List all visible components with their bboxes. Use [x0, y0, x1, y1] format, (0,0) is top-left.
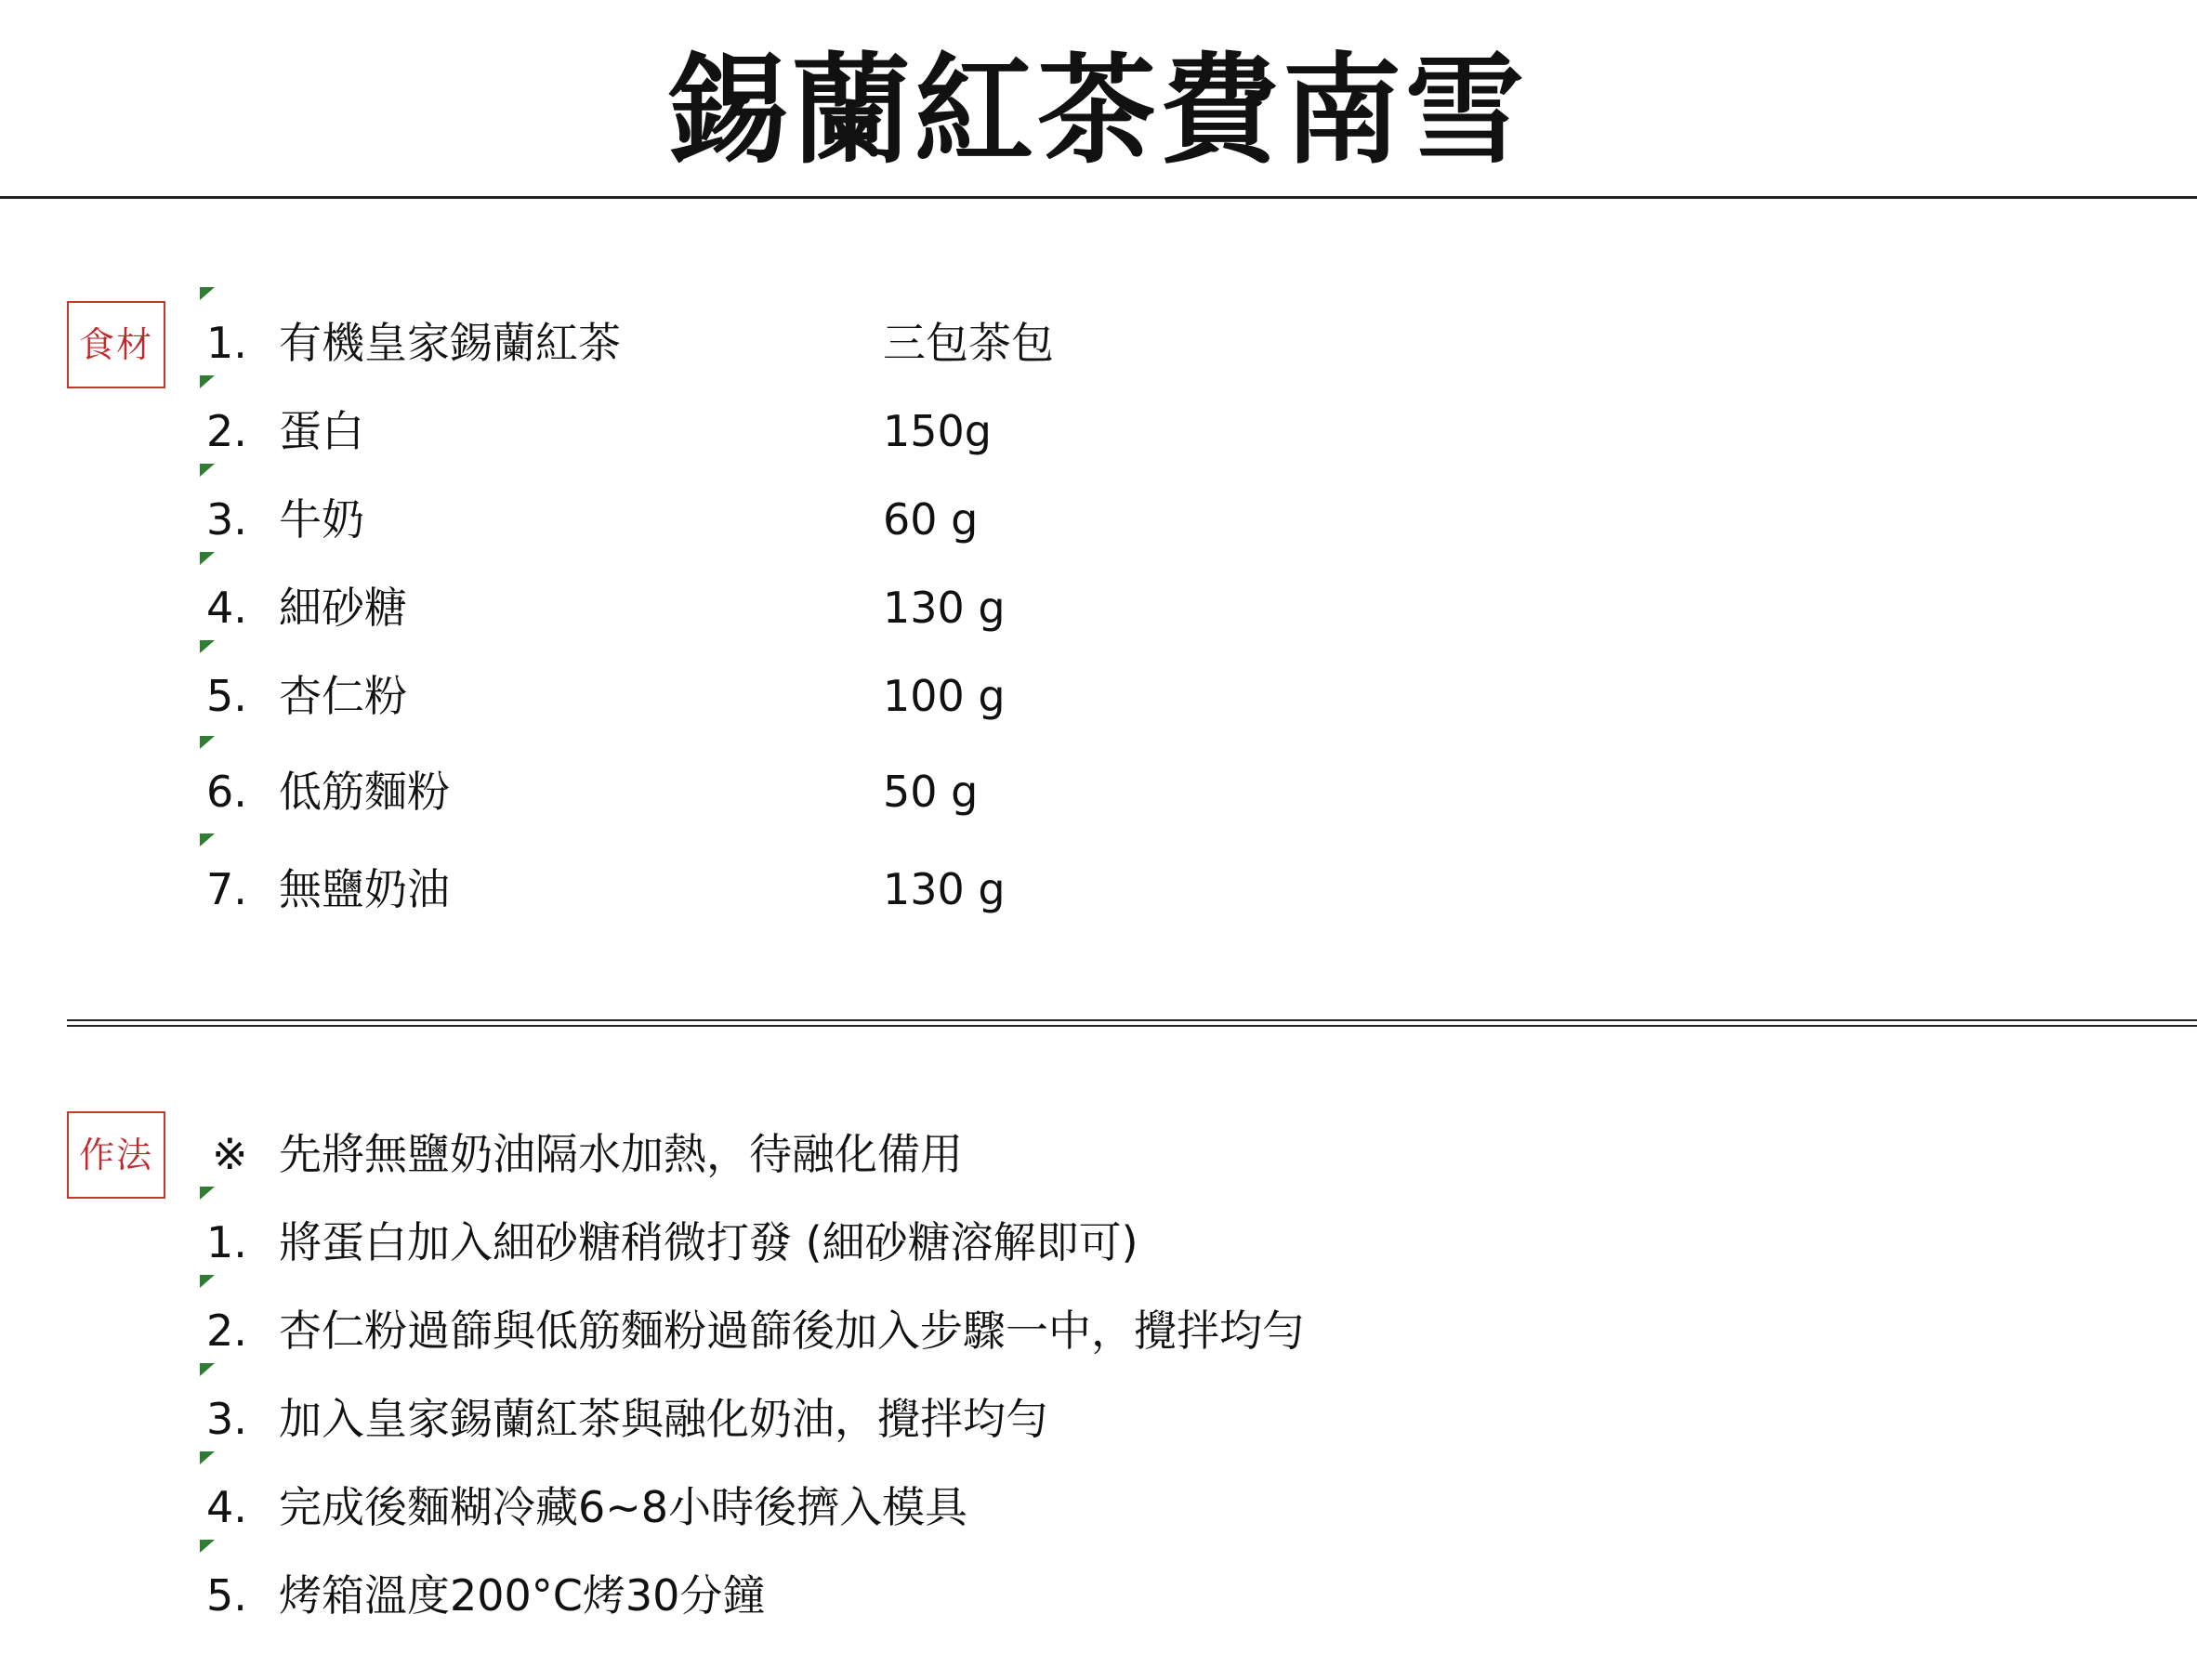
ingredient-quantity: 50 g — [883, 767, 979, 817]
ingredient-name: 杏仁粉 — [279, 671, 407, 721]
ingredient-row — [0, 310, 2197, 375]
reference-mark-icon: ※ — [212, 1129, 248, 1179]
ingredient-row — [0, 857, 2197, 922]
ingredient-row — [0, 487, 2197, 552]
ingredient-name: 無鹽奶油 — [279, 864, 450, 914]
ingredient-quantity: 150g — [883, 406, 992, 456]
ingredient-name: 細砂糖 — [279, 583, 407, 633]
corner-marker-icon — [200, 1540, 215, 1553]
corner-marker-icon — [200, 1275, 215, 1288]
corner-marker-icon — [200, 736, 215, 749]
step-number: 2. — [206, 1306, 247, 1356]
method-step — [0, 1298, 2197, 1363]
corner-marker-icon — [200, 833, 215, 847]
step-text: 杏仁粉過篩與低筋麵粉過篩後加入步驟一中，攪拌均勻 — [279, 1306, 1305, 1356]
ingredients-tag: 食材 — [67, 301, 165, 388]
step-text: 烤箱溫度200°C烤30分鐘 — [279, 1570, 766, 1621]
step-text: 完成後麵糊冷藏6~8小時後擠入模具 — [279, 1482, 968, 1532]
ingredient-number: 2. — [206, 406, 247, 456]
ingredient-number: 1. — [206, 318, 247, 368]
ingredient-row — [0, 575, 2197, 640]
method-note — [0, 1122, 2197, 1187]
ingredient-name: 低筋麵粉 — [279, 767, 450, 817]
method-step — [0, 1386, 2197, 1451]
ingredient-number: 3. — [206, 494, 247, 545]
corner-marker-icon — [200, 1363, 215, 1376]
corner-marker-icon — [200, 552, 215, 565]
step-number: 5. — [206, 1570, 247, 1621]
ingredient-number: 6. — [206, 767, 247, 817]
ingredient-quantity: 三包茶包 — [883, 318, 1054, 368]
corner-marker-icon — [200, 375, 215, 388]
section-divider — [67, 1019, 2197, 1027]
step-number: 3. — [206, 1394, 247, 1444]
method-tag: 作法 — [67, 1111, 165, 1199]
step-text: 將蛋白加入細砂糖稍微打發 (細砂糖溶解即可) — [279, 1217, 1138, 1267]
ingredient-quantity: 60 g — [883, 494, 979, 545]
corner-marker-icon — [200, 464, 215, 477]
ingredient-name: 蛋白 — [279, 406, 364, 456]
ingredient-number: 7. — [206, 864, 247, 914]
ingredient-quantity: 100 g — [883, 671, 1006, 721]
ingredient-row — [0, 399, 2197, 464]
step-number: 4. — [206, 1482, 247, 1532]
corner-marker-icon — [200, 640, 215, 653]
corner-marker-icon — [200, 287, 215, 300]
ingredient-row — [0, 759, 2197, 824]
method-step — [0, 1210, 2197, 1275]
method-note-text: 先將無鹽奶油隔水加熱，待融化備用 — [279, 1129, 963, 1179]
ingredient-row — [0, 663, 2197, 728]
method-step — [0, 1475, 2197, 1540]
ingredient-number: 5. — [206, 671, 247, 721]
ingredient-quantity: 130 g — [883, 864, 1006, 914]
page-title: 錫蘭紅茶費南雪 — [668, 42, 1528, 180]
step-text: 加入皇家錫蘭紅茶與融化奶油，攪拌均勻 — [279, 1394, 1048, 1444]
ingredient-number: 4. — [206, 583, 247, 633]
corner-marker-icon — [200, 1187, 215, 1200]
ingredient-name: 牛奶 — [279, 494, 364, 545]
ingredient-quantity: 130 g — [883, 583, 1006, 633]
corner-marker-icon — [200, 1451, 215, 1464]
step-number: 1. — [206, 1217, 247, 1267]
ingredient-name: 有機皇家錫蘭紅茶 — [279, 318, 621, 368]
title-divider — [0, 196, 2197, 199]
method-step — [0, 1563, 2197, 1628]
